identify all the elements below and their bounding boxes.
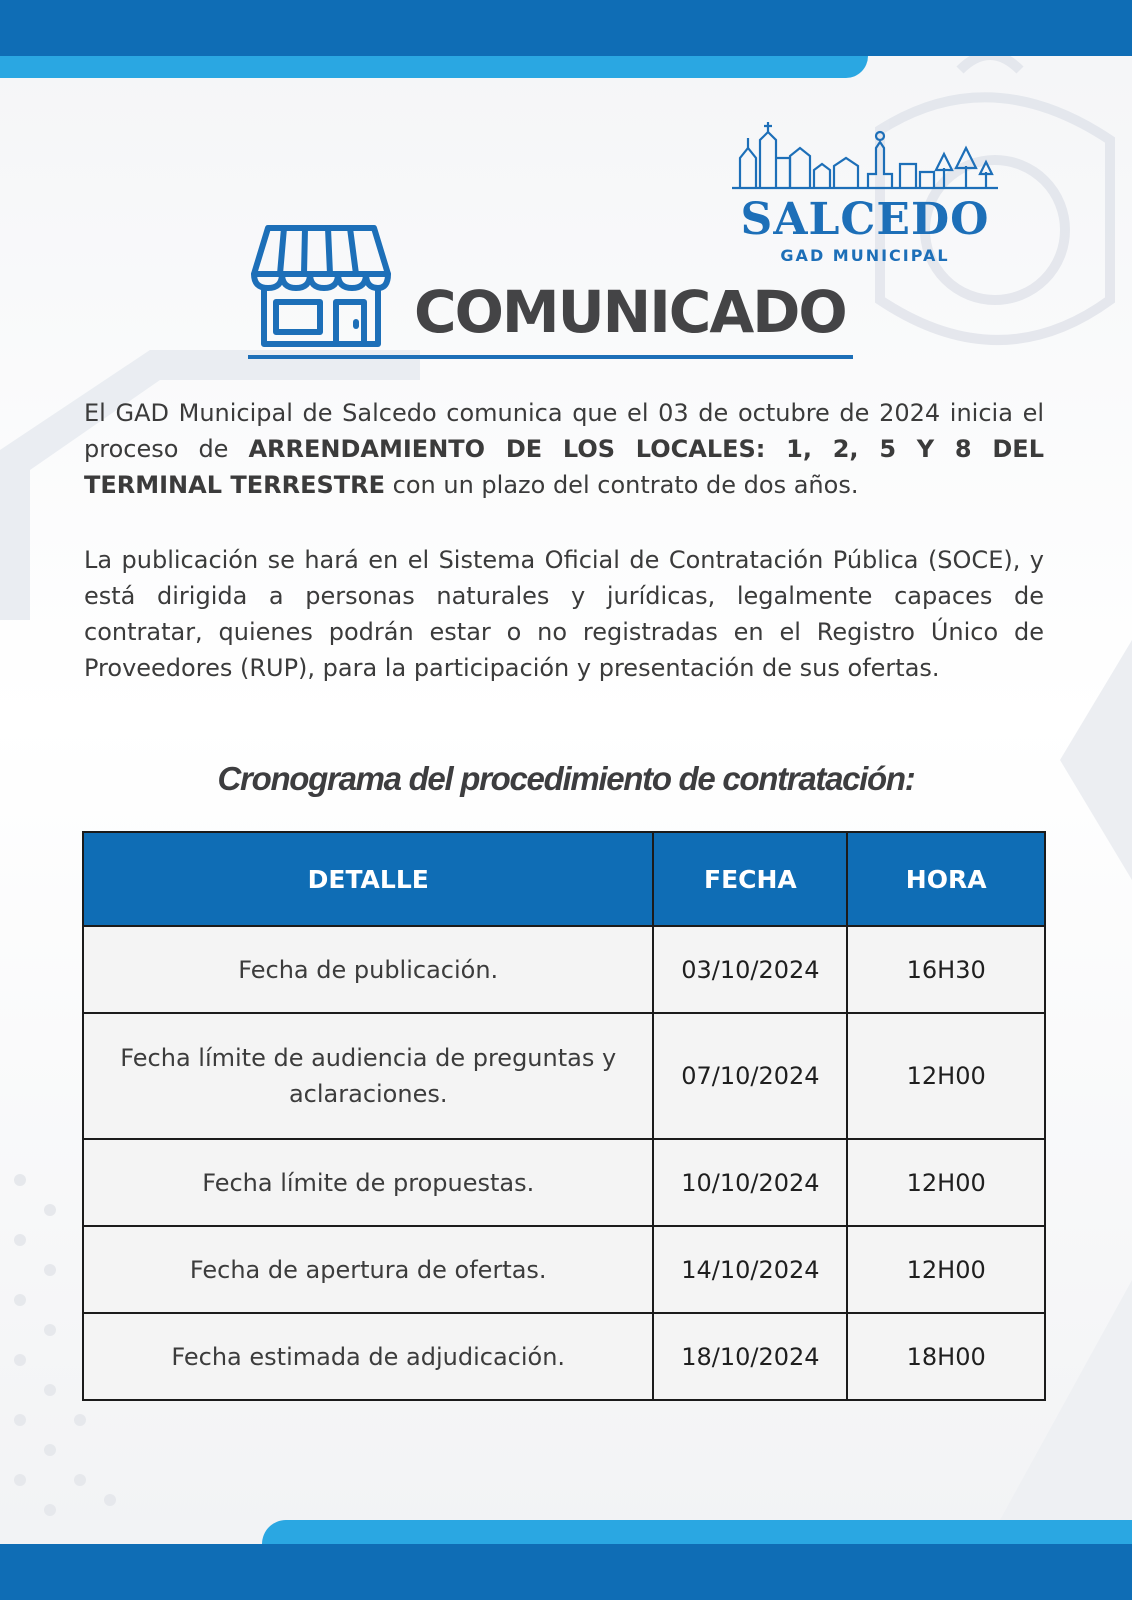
row-detail: Fecha límite de audiencia de preguntas y aclaraciones.: [83, 1013, 653, 1139]
row-detail: Fecha límite de propuestas.: [83, 1139, 653, 1226]
header-hora: HORA: [847, 832, 1045, 926]
top-band-dark: [0, 0, 1132, 56]
salcedo-logo: [730, 118, 1000, 268]
logo-name: SALCEDO: [740, 194, 990, 245]
row-date: 10/10/2024: [653, 1139, 847, 1226]
bottom-band-dark: [0, 1544, 1132, 1600]
intro-bold-text: ARRENDAMIENTO DE LOS LOCALES: 1, 2, 5 Y 8 DEL TERMINAL TERRESTRE: [84, 435, 1044, 499]
row-time: 12H00: [847, 1013, 1045, 1139]
row-date: 07/10/2024: [653, 1013, 847, 1139]
publication-paragraph: La publicación se hará en el Sistema Oficial de Contratación Pública (SOCE), y está dirigida a personas naturales y jurídicas, legalmente capaces de contratar, quienes podrán estar o no registradas en el Registro Único de Proveedores (RUP), para la participación y presentación de sus ofertas.: [84, 546, 1044, 682]
city-skyline-icon: [730, 118, 1000, 194]
schedule-title: Cronograma del procedimiento de contratación:: [217, 760, 915, 797]
row-time: 18H00: [847, 1313, 1045, 1400]
row-time: 16H30: [847, 926, 1045, 1013]
title-underline: [248, 355, 853, 359]
row-time: 12H00: [847, 1226, 1045, 1313]
header-fecha: FECHA: [653, 832, 847, 926]
row-detail: Fecha de apertura de ofertas.: [83, 1226, 653, 1313]
logo-subtitle: GAD MUNICIPAL: [780, 246, 950, 265]
row-detail: Fecha de publicación.: [83, 926, 653, 1013]
table-row: [83, 1226, 1045, 1313]
intro-paragraph: [84, 395, 1044, 503]
table-row: [83, 1013, 1045, 1139]
page-title: COMUNICADO: [414, 278, 846, 346]
header-detalle: DETALLE: [83, 832, 653, 926]
storefront-icon: [250, 224, 392, 348]
table-header-row: [83, 832, 1045, 926]
row-date: 03/10/2024: [653, 926, 847, 1013]
table-row: [83, 1139, 1045, 1226]
schedule-table: [82, 831, 1046, 1401]
top-band-light: [0, 56, 868, 78]
row-date: 18/10/2024: [653, 1313, 847, 1400]
row-time: 12H00: [847, 1139, 1045, 1226]
intro-text: El GAD Municipal de Salcedo comunica que el 03 de octubre de 2024 inicia el proceso de: [84, 399, 1044, 463]
table-row: [83, 926, 1045, 1013]
table-row: [83, 1313, 1045, 1400]
row-detail: Fecha estimada de adjudicación.: [83, 1313, 653, 1400]
bottom-band-light: [262, 1520, 1132, 1544]
intro-text-end: con un plazo del contrato de dos años.: [385, 471, 859, 499]
row-date: 14/10/2024: [653, 1226, 847, 1313]
